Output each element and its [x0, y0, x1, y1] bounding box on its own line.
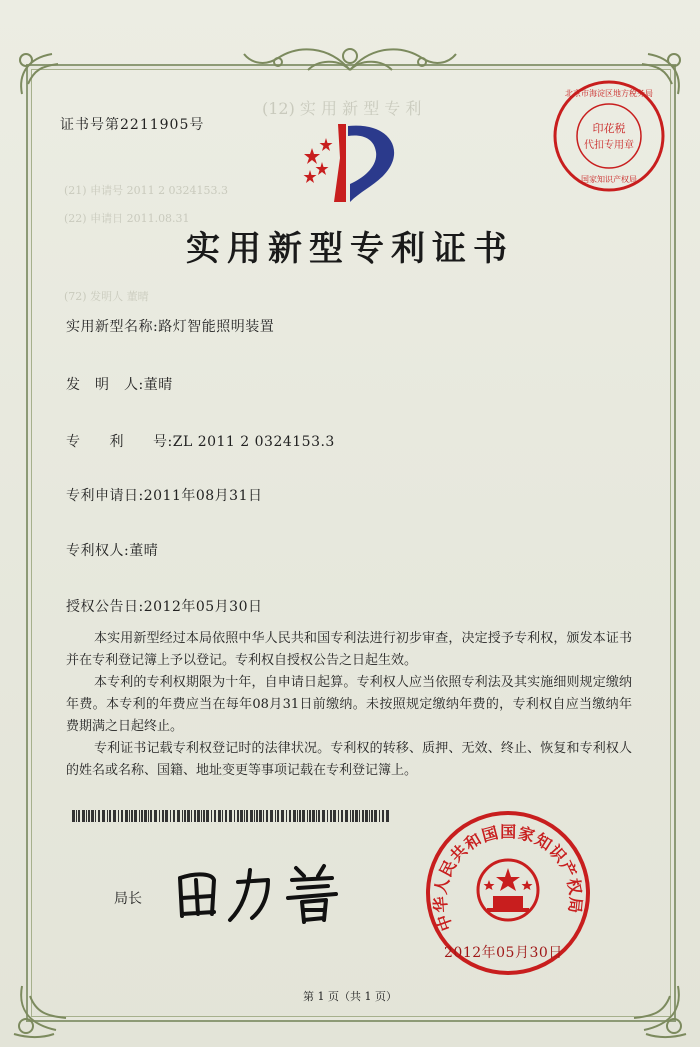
- barcode-bar: [211, 810, 212, 822]
- field-label: 专利权人:: [66, 543, 130, 559]
- barcode-bar: [162, 810, 164, 822]
- seal-date: 2012年05月30日: [444, 945, 563, 961]
- barcode-bar: [312, 810, 315, 822]
- barcode-bar: [141, 810, 143, 822]
- barcode-bar: [121, 810, 123, 822]
- barcode-bar: [327, 810, 328, 822]
- barcode-bar: [125, 810, 128, 822]
- barcode-bar: [159, 810, 160, 822]
- barcode-bar: [78, 810, 80, 822]
- national-emblem-icon: [478, 860, 538, 920]
- barcode-bar: [86, 810, 87, 822]
- field-value: 董晴: [143, 377, 173, 393]
- svg-text:国家知识产权局: 国家知识产权局: [581, 175, 637, 184]
- field-utility-model-name: [66, 316, 274, 336]
- barcode-bar: [352, 810, 354, 822]
- barcode-bar: [318, 810, 320, 822]
- barcode-bar: [286, 810, 287, 822]
- barcode-bar: [72, 810, 75, 822]
- barcode-bar: [225, 810, 227, 822]
- background-watermark: (12) 实 用 新 型 专 利: [262, 99, 422, 118]
- barcode-bar: [109, 810, 111, 822]
- barcode-bar: [113, 810, 116, 822]
- barcode-bar: [338, 810, 339, 822]
- barcode-bar: [297, 810, 298, 822]
- barcode-bar: [386, 810, 389, 822]
- director-signature: [168, 858, 368, 928]
- field-value: 2012年05月30日: [143, 599, 263, 615]
- barcode-bar: [203, 810, 205, 822]
- barcode-bar: [365, 810, 368, 822]
- ornament-icon: [8, 44, 68, 104]
- certificate-number: 证书号第2211905号: [60, 117, 205, 133]
- background-watermark: (72) 发明人 董晴: [64, 290, 149, 303]
- barcode-bar: [150, 810, 152, 822]
- barcode-bar: [76, 810, 77, 822]
- barcode-bar: [244, 810, 245, 822]
- barcode-bar: [307, 810, 308, 822]
- field-label: 专利申请日:: [66, 488, 144, 504]
- barcode-bar: [102, 810, 105, 822]
- barcode-bar: [266, 810, 268, 822]
- barcode-bar: [197, 810, 200, 822]
- field-grant-date: [66, 596, 262, 616]
- barcode-bar: [173, 810, 175, 822]
- barcode-bar: [222, 810, 223, 822]
- barcode-bar: [350, 810, 351, 822]
- barcode-bar: [259, 810, 262, 822]
- barcode-bar: [194, 810, 196, 822]
- barcode-bar: [134, 810, 137, 822]
- barcode-bar: [330, 810, 332, 822]
- body-paragraph: 本专利的专利权期限为十年，自申请日起算。专利权人应当依照专利法及其实施细则规定缴纳年费。本专利的年费应当在每年08月31日前缴纳。未按照规定缴纳年费的，专利权自应当缴纳年费期满之日起终止。: [66, 675, 632, 734]
- svg-text:北京市海淀区地方税务局: 北京市海淀区地方税务局: [565, 89, 653, 98]
- barcode-bar: [88, 810, 90, 822]
- barcode-bar: [237, 810, 239, 822]
- barcode-bar: [98, 810, 100, 822]
- barcode-bar: [118, 810, 119, 822]
- barcode-bar: [309, 810, 311, 822]
- field-patentee: [66, 540, 158, 560]
- barcode-bar: [107, 810, 108, 822]
- barcode-bar: [250, 810, 253, 822]
- page-footer: 第 1 页（共 1 页）: [303, 990, 397, 1003]
- field-value: 2011年08月31日: [143, 488, 263, 504]
- tax-stamp: [549, 76, 669, 196]
- barcode-bar: [148, 810, 149, 822]
- sipo-logo-icon: [292, 118, 410, 202]
- barcode-bar: [131, 810, 133, 822]
- ornament-icon: [238, 40, 462, 80]
- field-value: 董晴: [129, 543, 159, 559]
- barcode-bar: [170, 810, 171, 822]
- barcode-bar: [379, 810, 380, 822]
- barcode-bar: [129, 810, 130, 822]
- barcode-bar: [187, 810, 190, 822]
- field-label: 专 利 号:: [66, 434, 173, 450]
- barcode-bar: [270, 810, 273, 822]
- barcode-bar: [341, 810, 343, 822]
- barcode-bar: [240, 810, 243, 822]
- field-label: 实用新型名称:: [66, 319, 159, 335]
- barcode-bar: [234, 810, 235, 822]
- barcode-bar: [362, 810, 364, 822]
- barcode-bar: [316, 810, 317, 822]
- certificate-body: [66, 628, 632, 782]
- barcode-bar: [218, 810, 221, 822]
- barcode-icon: [72, 810, 392, 822]
- barcode-bar: [371, 810, 373, 822]
- field-patent-number: [66, 431, 335, 451]
- barcode-bar: [91, 810, 94, 822]
- field-value: 路灯智能照明装置: [158, 319, 275, 335]
- barcode-bar: [263, 810, 264, 822]
- barcode-bar: [182, 810, 183, 822]
- barcode-bar: [382, 810, 384, 822]
- barcode-bar: [165, 810, 168, 822]
- director-label: 局长: [114, 891, 142, 907]
- seal-text: 中华人民共和国国家知识产权局: [430, 822, 586, 934]
- barcode-bar: [177, 810, 180, 822]
- barcode-bar: [206, 810, 209, 822]
- certificate-title: 实用新型专利证书: [186, 229, 514, 269]
- barcode-bar: [201, 810, 202, 822]
- barcode-bar: [333, 810, 336, 822]
- barcode-bar: [256, 810, 258, 822]
- background-watermark: (22) 申请日 2011.08.31: [64, 212, 190, 225]
- barcode-bar: [214, 810, 216, 822]
- barcode-bar: [139, 810, 140, 822]
- barcode-bar: [144, 810, 147, 822]
- barcode-bar: [82, 810, 85, 822]
- barcode-bar: [322, 810, 325, 822]
- field-label: 授权公告日:: [66, 599, 144, 615]
- barcode-bar: [254, 810, 255, 822]
- svg-text:代扣专用章: 代扣专用章: [584, 140, 634, 151]
- svg-text:印花税: 印花税: [592, 122, 626, 135]
- barcode-bar: [275, 810, 276, 822]
- barcode-bar: [154, 810, 157, 822]
- barcode-bar: [191, 810, 192, 822]
- body-paragraph: 专利证书记载专利权登记时的法律状况。专利权的转移、质押、无效、终止、恢复和专利权人的姓名或名称、国籍、地址变更等事项记载在专利登记簿上。: [66, 741, 632, 778]
- barcode-bar: [246, 810, 248, 822]
- field-inventor: [66, 374, 173, 394]
- barcode-bar: [299, 810, 301, 822]
- barcode-bar: [293, 810, 296, 822]
- body-paragraph: 本实用新型经过本局依照中华人民共和国专利法进行初步审查，决定授予专利权，颁发本证书并在专利登记簿上予以登记。专利权自授权公告之日起生效。: [66, 631, 632, 668]
- barcode-bar: [95, 810, 96, 822]
- field-filing-date: [66, 485, 262, 505]
- barcode-bar: [345, 810, 348, 822]
- barcode-bar: [277, 810, 279, 822]
- barcode-bar: [302, 810, 305, 822]
- barcode-bar: [359, 810, 360, 822]
- field-label: 发 明 人:: [66, 377, 144, 393]
- field-value: ZL 2011 2 0324153.3: [172, 434, 335, 450]
- background-watermark: (21) 申请号 2011 2 0324153.3: [64, 184, 229, 197]
- barcode-bar: [184, 810, 186, 822]
- barcode-bar: [374, 810, 377, 822]
- barcode-bar: [355, 810, 358, 822]
- barcode-bar: [369, 810, 370, 822]
- barcode-bar: [289, 810, 291, 822]
- barcode-bar: [229, 810, 232, 822]
- barcode-bar: [281, 810, 284, 822]
